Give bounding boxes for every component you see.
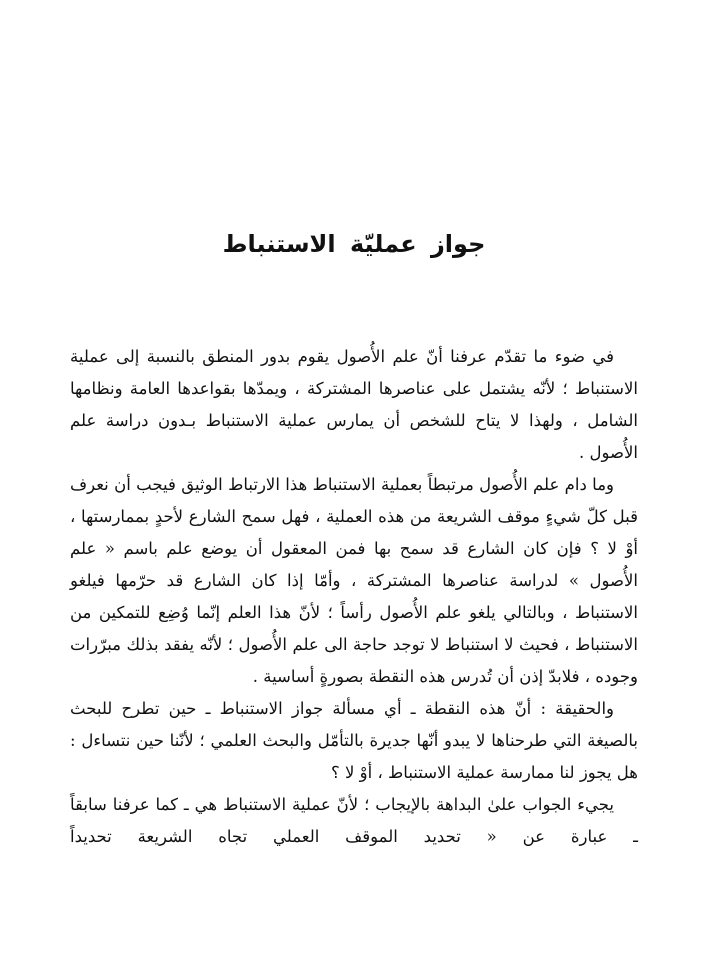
paragraph-1: في ضوء ما تقدّم عرفنا أنّ علم الأُصول يقوم بدور المنطق بالنسبة إلى عملية الاستنباط ؛ لأنّه يشتمل على عناصرها المشتركة ، ويمدّها بقواعدها العامة ونظامها الشامل ، ولهذا لا يتاح للشخص أن يمارس عملية الاستنباط بـدون دراسة علم الأُصول . bbox=[70, 347, 638, 462]
section-title: جواز عمليّة الاستنباط bbox=[222, 230, 486, 258]
paragraph-3: والحقيقة : أنّ هذه النقطة ـ أي مسألة جواز الاستنباط ـ حين تطرح للبحث بالصيغة التي طرحناها لا يبدو أنّها جديرة بالتأمّل والبحث العلمي ؛ لأنّنا حين نتساءل : هل يجوز لنا ممارسة عملية الاستنباط ، أوْ لا ؟ bbox=[70, 699, 638, 782]
paragraph-2: وما دام علم الأُصول مرتبطاً بعملية الاستنباط هذا الارتباط الوثيق فيجب أن نعرف قبل كلّ شيءٍ موقف الشريعة من هذه العملية ، فهل سمح الشارع لأحدٍ بممارستها ، أوْ لا ؟ فإن كان الشارع قد سمح بها فمن المعقول أن يوضع علم باسم « علم الأُصول » لدراسة عناصرها المشتركة ، وأمّا إذا كان الشارع قد حرّمها فيلغو الاستنباط ، وبالتالي يلغو علم الأُصول رأساً ؛ لأنّ هذا العلم إنّما وُضِع للتمكين من الاستنباط ، فحيث لا استنباط لا توجد حاجة الى علم الأُصول ؛ لأنّه يفقد بذلك مبرّرات وجوده ، فلابدّ إذن أن تُدرس هذه النقطة بصورةٍ أساسية . bbox=[70, 475, 638, 686]
body-text bbox=[70, 341, 638, 853]
paragraph-4: يجيء الجواب علىٰ البداهة بالإيجاب ؛ لأنّ عملية الاستنباط هي ـ كما عرفنا سابقاً ـ عبارة عن « تحديد الموقف العملي تجاه الشريعة تحديداً bbox=[70, 795, 638, 846]
